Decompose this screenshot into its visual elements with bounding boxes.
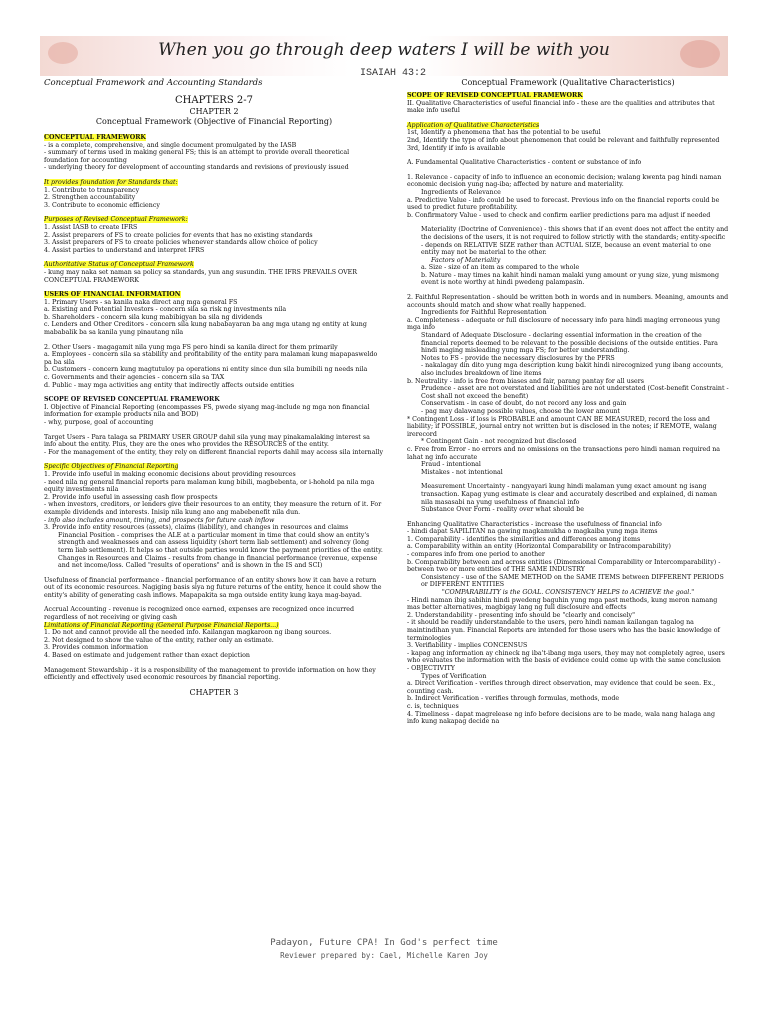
text-line: - pag may dalawang possible values, choose the lower amount <box>421 407 620 415</box>
subsection-heading: Application of Qualitative Characteristics <box>407 121 540 129</box>
footer-line: Padayon, Future CPA! In God's perfect time <box>270 938 498 948</box>
text-line: * Contingent Gain - not recognized but disclosed <box>421 438 577 446</box>
text-line: - need nila ng general financial reports para malaman kung bibili, magbebenta, or i-hohold pa nila mga equity investments nila <box>44 478 375 494</box>
list-item: Fraud - intentional <box>421 461 481 469</box>
list-item: b. Shareholders - concern sila kung mabibigyan ba sila ng dividends <box>44 313 263 321</box>
list-item: 3. Provides common information <box>44 644 149 652</box>
list-item: 4. Assist parties to understand and interpret IFRS <box>44 246 205 254</box>
list-item: a. Direct Verification - verifies through direct observation, may evidence that could be seen. Ex., counting cash. <box>407 680 716 695</box>
text-line: b. Neutrality - info is free from biases and fair, parang pantay for all users <box>407 377 644 385</box>
text-line: 1. Relevance - capacity of info to influence an economic decision; walang kwenta pag hindi naman economic decision yung nag-iba; affected by nature and materiality. <box>407 173 722 189</box>
list-item: Notes to FS - provide the necessary disclosures by the PFRS <box>421 354 615 362</box>
text-line: b. Confirmatory Value - used to check and confirm earlier predictions para ma adjust if needed <box>407 211 711 219</box>
list-item: a. Existing and Potential Investors - concern sila sa risk ng investments nila <box>44 306 287 314</box>
text-line: Financial Position - comprises the ALE at a particular moment in time that could show an entity's strength and weaknesses and can assess liquidity (short term liab settlement) and solvency (long term liab settlement). It helps so that outside parties would know the payment priorities of the entity. <box>58 531 383 554</box>
quote-line: "COMPARABILITY is the GOAL. CONSISTENCY HELPS to ACHIEVE the goal." <box>441 589 695 597</box>
list-item: 2. Not designed to show the value of the entity, rather only an estimate. <box>44 636 274 644</box>
list-item: Ingredients for Faithful Representation <box>421 309 547 317</box>
subsection-heading: Purposes of Revised Conceptual Framework: <box>44 216 188 224</box>
list-item: 3. Provide info entity resources (assets), claims (liability), and changes in resources and claims <box>44 524 349 532</box>
text-line: Consistency - use of the SAME METHOD on the SAME ITEMS between DIFFERENT PERIODS or DIFFERENT ENTITIES <box>421 573 724 589</box>
text-line: - compares info from one period to another <box>407 551 545 559</box>
list-item: 2. Strengthen accountability <box>44 194 136 202</box>
text-line: - underlying theory for development of accounting standards and revisions of previously issued <box>44 164 349 172</box>
text-line: a. Predictive Value - info could be used to forecast. Previous info on the financial reports could be used to predict future profitability. <box>407 196 720 212</box>
list-item: 3. Assist preparers of FS to create policies whenever standards allow choice of policy <box>44 239 318 247</box>
subsection-heading: It provides foundation for Standards that: <box>44 178 178 186</box>
list-item: 1. Do not and cannot provide all the needed info. Kailangan magkaroon ng ibang sources. <box>44 629 332 637</box>
text-line: Standard of Adequate Disclosure - declaring essential information in the creation of the financial reports deemed to be relevant to the possible decisions of the outside entities. Para hindi maging misleading yung mga FS; for better understanding. <box>421 332 718 355</box>
text-line: c. is, techniques <box>407 702 459 710</box>
list-item: b. Nature - may times na kahit hindi naman malaki yung amount or yung size, yung mismong event is note worthy at hindi pwedeng palampasin. <box>421 271 720 287</box>
left-column <box>44 78 384 698</box>
text-line: 2. Faithful Representation - should be written both in words and in numbers. Meaning, amounts and accounts should match and show what really happened. <box>407 294 729 309</box>
list-item: 3. Contribute to economic efficiency <box>44 201 160 209</box>
list-item: a. Comparability within an entity (Horizontal Comparability or Intracomparability) <box>407 543 671 551</box>
text-line: Target Users - Para talaga sa PRIMARY USER GROUP dahil sila yung may pinakamalaking interest sa info about the entity. Plus, they are the ones who provides the RESOURCES of the entity. <box>44 433 370 449</box>
list-item: Types of Verification <box>421 672 487 680</box>
list-item: Ingredients of Relevance <box>421 188 501 196</box>
list-item: c. Lenders and Other Creditors - concern sila kung nababayaran ba ang mga utang ng entity at kung mababalik ba sa kanila yung pinautang nila <box>44 321 367 337</box>
text-line: - when investors, creditors, or lenders give their resources to an entity, they measure the return of it. For example dividends and interests. Inisip nila kung ano ang mabebenefit nila dun. <box>44 501 382 516</box>
list-item: 2. Other Users - magagamit nila yung mga FS pero hindi sa kanila direct for them primarily <box>44 343 338 351</box>
list-item: 1. Provide info useful in making economic decisions about providing resources <box>44 470 296 478</box>
section-heading: SCOPE OF REVISED CONCEPTUAL FRAMEWORK <box>44 396 220 404</box>
list-item: b. Customers - concern kung magtutuloy pa operations ni entity since dun sila bumibili ng needs nila <box>44 366 368 374</box>
list-item: 1. Comparability - identifies the similarities and differences among items <box>407 535 641 543</box>
chapters-heading: CHAPTERS 2-7 <box>175 95 253 106</box>
text-line: - is a complete, comprehensive, and single document promulgated by the IASB <box>44 141 297 149</box>
text-line: - why, purpose, goal of accounting <box>44 419 154 426</box>
text-line: Enhancing Qualitative Characteristics - increase the usefulness of financial info <box>407 520 662 528</box>
text-line: - OBJECTIVITY <box>407 664 455 672</box>
list-item: Substance Over Form - reality over what should be <box>421 506 584 514</box>
subsection-heading: Authoritative Status of Conceptual Framework <box>44 261 194 269</box>
list-item: 4. Timeliness - dapat magrelease ng info before decisions are to be made, wala nang halaga ang info kung nakapag decide na <box>407 710 715 726</box>
list-item: Mistakes - not intentional <box>421 468 503 476</box>
subsection-heading: Specific Objectives of Financial Reporting <box>44 463 179 471</box>
list-item: c. Governments and their agencies - concern sila sa TAX <box>44 374 225 382</box>
text-line: - info also includes amount, timing, and prospects for future cash inflow <box>44 516 275 524</box>
list-item: Factors of Materiality <box>431 256 501 264</box>
text-line: a. Completeness - adequate or full disclosure of necessary info para hindi maging erroneous yung mga info <box>407 316 721 332</box>
text-line: Changes in Resources and Claims - results from change in financial performance (revenue, expense and net income/loss. Called "results of operations" and is shown in the IS and SCI) <box>58 554 378 570</box>
subsection-heading: Limitations of Financial Reporting (General Purpose Financial Reports...) <box>44 621 279 629</box>
text-line: - depends on RELATIVE SIZE rather than ACTUAL SIZE, because an event material to one entity may not be material to the other. <box>421 241 711 257</box>
text-line: I. Objective of Financial Reporting (encompasses FS, pwede siyang mag-include ng mga non financial information for example products nila and BOD) <box>44 403 370 419</box>
text-line: Measurement Uncertainty - nangyayari kung hindi malaman yung exact amount ng isang transaction. Kapag yung estimate is clear and accurately described and explained, di naman nila masasabi na yung usefulness of financial info <box>421 483 718 506</box>
list-item: b. Comparability between and across entities (Dimensional Comparability or Intercomparability) - between two or more entities of THE SAME INDUSTRY <box>407 558 721 574</box>
list-item: 2. Assist preparers of FS to create policies for events that has no existing standards <box>44 231 313 239</box>
text-line: - hindi dapat SAPILITAN na gawing magkamukha o magkaiba yung mga items <box>407 528 658 536</box>
right-column <box>407 78 729 726</box>
text-line: Conservatism - in case of doubt, do not record any loss and gain <box>421 400 627 408</box>
list-item: 3. Verifiability - implies CONCENSUS <box>407 642 528 650</box>
list-item: 4. Based on estimate and judgement rather than exact depiction <box>44 652 250 660</box>
list-item: a. Employees - concern sila sa stability and profitability of the entity para malaman kung mapapasweldo pa ba sila <box>44 351 378 366</box>
text-line: Management Stewardship - it is a responsibility of the management to provide information on how they efficiently and effectively used economic resources by financial reporting. <box>44 666 376 682</box>
section-heading: SCOPE OF REVISED CONCEPTUAL FRAMEWORK <box>407 92 583 99</box>
right-title: Conceptual Framework (Qualitative Characteristics) <box>461 78 675 87</box>
list-item: d. Public - may mga activities ang entity that indirectly affects outside entities <box>44 381 295 389</box>
chapter3-heading: CHAPTER 3 <box>189 687 239 697</box>
text-line: Prudence - asset are not overstated and liabilities are not understated (Cost-benefit Constraint - Cost shall not exceed the benefit) <box>421 385 729 400</box>
list-item: 1. Assist IASB to create IFRS <box>44 223 138 231</box>
text-line: - kung may naka set naman sa policy sa standards, yun ang susundin. THE IFRS PREVAILS OVER CONCEPTUAL FRAMEWORK <box>44 268 357 284</box>
text-line: - kapag ang information ay chineck ng iba't-ibang mga users, they may not completely agree, users who evaluates the information with the basis of evidence could come up with the same conclusion <box>407 649 725 665</box>
list-item: 1st, Identify a phenomena that has the potential to be useful <box>407 129 601 137</box>
footer-credit: Reviewer prepared by: Cael, Michelle Karen Joy <box>280 951 488 960</box>
text-line: Accrual Accounting - revenue is recognized once earned, expenses are recognized once incurred regardless of not receiving or giving cash <box>44 606 354 622</box>
banner-title: When you go through deep waters I will be with you <box>158 40 610 60</box>
text-line: - Hindi naman ibig sabihin hindi pwedeng baguhin yung mga past methods, kung meron namang mas better alternatives, magbigay lang ng full disclosure and effects <box>407 596 718 612</box>
text-line: A. Fundamental Qualitative Characteristics - content or substance of info <box>407 159 642 167</box>
text-line: * Contingent Loss - if loss is PROBABLE and amount CAN BE MEASURED, record the loss and liability; if POSSIBLE, journal entry not written but is disclosed in the notes; if REMOTE, walang irerecord <box>407 415 717 438</box>
text-line: - nakalagay din dito yung mga description kung bakit hindi nirecognized yung ibang accounts, also includes breakdown of line items <box>421 362 724 377</box>
section-heading: USERS OF FINANCIAL INFORMATION <box>44 291 181 299</box>
text-line: - For the management of the entity, they rely on different financial reports dahil may access sila internally <box>44 448 384 456</box>
verse-reference: ISAIAH 43:2 <box>360 68 427 79</box>
chapter-heading: CHAPTER 2 <box>189 107 239 116</box>
text-line: - summary of terms used in making general FS; this is an attempt to provide overall theoretical foundation for accounting <box>44 149 350 164</box>
text-line: - it should be readily understandable to the users, pero hindi naman kailangan tagalog na maintindihan yun. Financial Reports are intended for those users who has the basic knowledge of terminologies <box>407 619 720 642</box>
document-title: Conceptual Framework and Accounting Standards <box>44 78 263 88</box>
list-item: 1. Primary Users - sa kanila naka direct ang mga general FS <box>44 298 238 306</box>
list-item: 2nd, Identify the type of info about phenomenon that could be relevant and faithfully represented <box>407 136 720 144</box>
list-item: 2. Provide info useful in assessing cash flow prospects <box>44 493 218 501</box>
text-line: c. Free from Error - no errors and no omissions on the transactions pero hindi naman required na lahat ng info accurate <box>407 445 721 461</box>
list-item: 3rd, Identify if info is available <box>407 144 506 152</box>
text-line: Materiality (Doctrine of Convenience) - this shows that if an event does not affect the entity and the decisions of the users, it is not required to follow strictly with the standards; entity-specific <box>421 226 729 241</box>
text-line: II. Qualitative Characteristics of useful financial info - these are the qualities and attributes that make info useful <box>407 99 715 115</box>
list-item: 1. Contribute to transparency <box>44 186 140 194</box>
list-item: 2. Understandability - presenting info should be "clearly and concisely" <box>407 611 636 619</box>
section-heading: CONCEPTUAL FRAMEWORK <box>44 134 146 141</box>
list-item: b. Indirect Verification - verifies through formulas, methods, mode <box>407 695 620 703</box>
chapter-subtitle: Conceptual Framework (Objective of Financial Reporting) <box>95 117 333 126</box>
list-item: a. Size - size of an item as compared to the whole <box>421 264 580 272</box>
text-line: Usefulness of financial performance - financial performance of an entity shows how it can have a return out of its economic resources. Nagiging basis siya ng future returns of the entity, hence it could show the entity's ability of generating cash inflows. Mapapakita sa mga outside entity kung kaya mag-bayad. <box>44 576 382 599</box>
